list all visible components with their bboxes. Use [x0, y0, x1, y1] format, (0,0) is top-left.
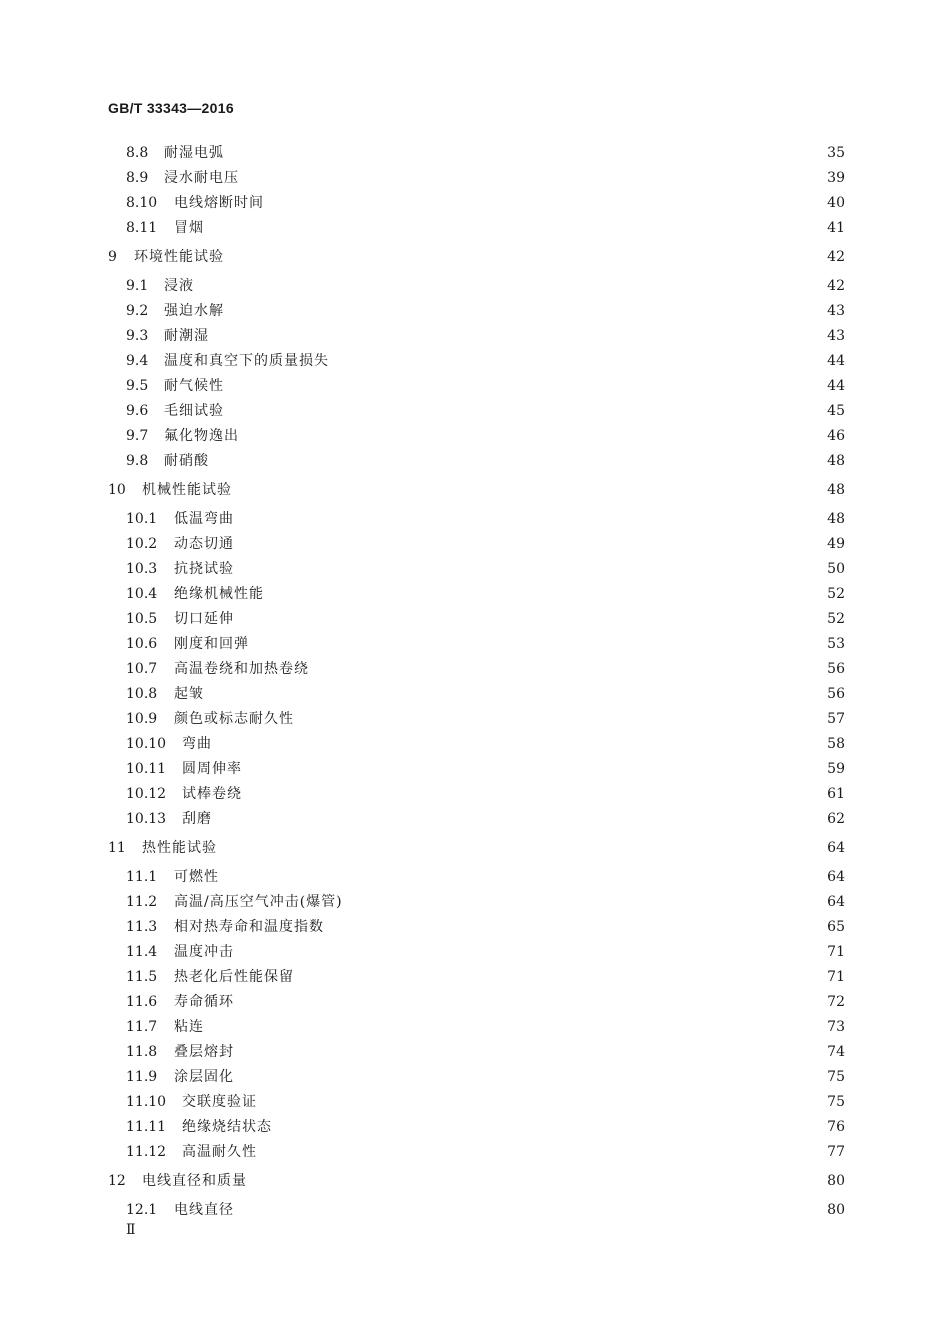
toc-leader-dots: [240, 609, 821, 629]
toc-entry-page: 59: [827, 761, 845, 777]
toc-entry-number: 9.2: [126, 303, 149, 319]
toc-entry-title: 绝缘机械性能: [174, 586, 264, 602]
toc-entry[interactable]: [126, 1200, 845, 1220]
toc-entry-page: 52: [827, 611, 845, 627]
toc-leader-dots: [245, 426, 821, 446]
toc-entry-page: 71: [827, 969, 845, 985]
toc-leader-dots: [263, 1092, 821, 1112]
toc-entry-page: 74: [827, 1044, 845, 1060]
toc-entry-title: 电线直径: [174, 1202, 234, 1218]
toc-entry-title: 电线熔断时间: [174, 195, 264, 211]
toc-entry-title: 可燃性: [174, 869, 219, 885]
toc-entry-number: 10: [108, 482, 126, 498]
toc-entry-number: 11.7: [126, 1019, 158, 1035]
toc-entry-title: 弯曲: [182, 736, 212, 752]
toc-entry-title: 热性能试验: [142, 840, 217, 856]
toc-entry-page: 75: [827, 1094, 845, 1110]
toc-entry[interactable]: [126, 1042, 845, 1062]
toc-leader-dots: [248, 759, 821, 779]
toc-entry[interactable]: [126, 168, 845, 188]
toc-entry[interactable]: [126, 659, 845, 679]
toc-leader-dots: [248, 784, 821, 804]
toc-entry-page: 40: [827, 195, 845, 211]
toc-leader-dots: [223, 838, 821, 858]
toc-leader-dots: [253, 1171, 821, 1191]
toc-entry-number: 11.3: [126, 919, 158, 935]
toc-entry-number: 12.1: [126, 1202, 158, 1218]
toc-leader-dots: [270, 193, 821, 213]
toc-entry-number: 10.4: [126, 586, 158, 602]
toc-entry[interactable]: [126, 892, 845, 912]
toc-entry-title: 氟化物逸出: [164, 428, 239, 444]
toc-leader-dots: [315, 659, 821, 679]
toc-entry-page: 48: [827, 453, 845, 469]
toc-entry-page: 76: [827, 1119, 845, 1135]
toc-entry-page: 64: [827, 869, 845, 885]
toc-entry[interactable]: [126, 917, 845, 937]
toc-leader-dots: [278, 1117, 821, 1137]
toc-entry-page: 64: [827, 894, 845, 910]
toc-leader-dots: [230, 301, 821, 321]
toc-entry-page: 42: [827, 249, 845, 265]
toc-entry-page: 61: [827, 786, 845, 802]
toc-entry-number: 9.6: [126, 403, 149, 419]
toc-entry-number: 11.8: [126, 1044, 158, 1060]
toc-entry-number: 10.3: [126, 561, 158, 577]
toc-entry-page: 56: [827, 661, 845, 677]
toc-entry[interactable]: [126, 276, 845, 296]
toc-entry-number: 11.11: [126, 1119, 167, 1135]
toc-entry-page: 43: [827, 328, 845, 344]
toc-entry[interactable]: [126, 193, 845, 213]
toc-leader-dots: [225, 867, 821, 887]
toc-entry-page: 49: [827, 536, 845, 552]
toc-entry-number: 11.4: [126, 944, 158, 960]
toc-leader-dots: [240, 1067, 821, 1087]
toc-entry-number: 9.3: [126, 328, 149, 344]
toc-entry-title: 刮磨: [182, 811, 212, 827]
toc-entry[interactable]: [108, 1171, 845, 1191]
toc-leader-dots: [218, 809, 821, 829]
toc-entry-page: 39: [827, 170, 845, 186]
toc-entry-number: 10.2: [126, 536, 158, 552]
toc-entry-title: 温度冲击: [174, 944, 234, 960]
toc-entry[interactable]: [126, 609, 845, 629]
toc-entry-number: 8.11: [126, 220, 158, 236]
toc-leader-dots: [230, 401, 821, 421]
toc-leader-dots: [230, 376, 821, 396]
toc-entry[interactable]: [126, 867, 845, 887]
toc-leader-dots: [210, 218, 821, 238]
toc-entry-title: 高温/高压空气冲击(爆管): [174, 894, 343, 910]
toc-leader-dots: [230, 247, 821, 267]
toc-entry-number: 10.10: [126, 736, 167, 752]
toc-entry-title: 浸液: [164, 278, 194, 294]
toc-entry-number: 9.8: [126, 453, 149, 469]
toc-entry-number: 11.5: [126, 969, 158, 985]
toc-entry-page: 41: [827, 220, 845, 236]
toc-entry-title: 耐潮湿: [164, 328, 209, 344]
toc-entry-number: 11.2: [126, 894, 158, 910]
toc-leader-dots: [240, 1042, 821, 1062]
toc-entry-title: 叠层熔封: [174, 1044, 234, 1060]
toc-entry-page: 56: [827, 686, 845, 702]
toc-entry-number: 9.1: [126, 278, 149, 294]
toc-entry-page: 72: [827, 994, 845, 1010]
toc-entry-title: 圆周伸率: [182, 761, 242, 777]
toc-entry-number: 10.9: [126, 711, 158, 727]
toc-entry[interactable]: [126, 301, 845, 321]
toc-entry[interactable]: [126, 559, 845, 579]
toc-entry-number: 10.8: [126, 686, 158, 702]
toc-entry-title: 强迫水解: [164, 303, 224, 319]
toc-entry-page: 71: [827, 944, 845, 960]
toc-entry[interactable]: [126, 143, 845, 163]
toc-entry-number: 11.1: [126, 869, 158, 885]
toc-entry-number: 12: [108, 1173, 126, 1189]
toc-entry-page: 57: [827, 711, 845, 727]
toc-entry-number: 11.10: [126, 1094, 167, 1110]
toc-leader-dots: [330, 917, 821, 937]
toc-entry[interactable]: [126, 376, 845, 396]
toc-entry-title: 交联度验证: [182, 1094, 257, 1110]
toc-entry-number: 9.7: [126, 428, 149, 444]
toc-entry-number: 10.6: [126, 636, 158, 652]
toc-entry-title: 电线直径和质量: [142, 1173, 247, 1189]
toc-entry-page: 58: [827, 736, 845, 752]
toc-entry[interactable]: [126, 942, 845, 962]
toc-entry-page: 75: [827, 1069, 845, 1085]
toc-entry-page: 48: [827, 511, 845, 527]
toc-entry-title: 粘连: [174, 1019, 204, 1035]
toc-leader-dots: [240, 1200, 821, 1220]
toc-entry[interactable]: [126, 809, 845, 829]
toc-leader-dots: [238, 480, 821, 500]
toc-entry[interactable]: [126, 734, 845, 754]
toc-entry-number: 8.8: [126, 145, 149, 161]
toc-entry-number: 10.5: [126, 611, 158, 627]
toc-entry[interactable]: [108, 838, 845, 858]
toc-entry[interactable]: [126, 451, 845, 471]
toc-entry[interactable]: [126, 967, 845, 987]
toc-entry-number: 11.12: [126, 1144, 167, 1160]
toc-entry-title: 试棒卷绕: [182, 786, 242, 802]
toc-entry[interactable]: [126, 759, 845, 779]
toc-entry-title: 涂层固化: [174, 1069, 234, 1085]
toc-entry[interactable]: [126, 684, 845, 704]
toc-entry[interactable]: [126, 1117, 845, 1137]
toc-entry-title: 冒烟: [174, 220, 204, 236]
toc-leader-dots: [245, 168, 821, 188]
toc-entry-title: 寿命循环: [174, 994, 234, 1010]
toc-entry[interactable]: [126, 709, 845, 729]
toc-leader-dots: [300, 967, 821, 987]
toc-leader-dots: [240, 559, 821, 579]
toc-leader-dots: [218, 734, 821, 754]
toc-entry[interactable]: [126, 426, 845, 446]
toc-entry-title: 绝缘烧结状态: [182, 1119, 272, 1135]
toc-entry-number: 8.10: [126, 195, 158, 211]
toc-entry-number: 10.12: [126, 786, 167, 802]
toc-leader-dots: [349, 892, 821, 912]
toc-entry-page: 48: [827, 482, 845, 498]
toc-entry-number: 10.7: [126, 661, 158, 677]
toc-leader-dots: [200, 276, 821, 296]
toc-entry-title: 耐硝酸: [164, 453, 209, 469]
toc-leader-dots: [210, 1017, 821, 1037]
toc-entry-number: 11.9: [126, 1069, 158, 1085]
toc-entry-title: 耐湿电弧: [164, 145, 224, 161]
toc-entry-page: 35: [827, 145, 845, 161]
toc-entry-page: 46: [827, 428, 845, 444]
toc-entry-title: 相对热寿命和温度指数: [174, 919, 324, 935]
toc-entry-page: 73: [827, 1019, 845, 1035]
toc-entry[interactable]: [108, 247, 845, 267]
toc-entry-title: 低温弯曲: [174, 511, 234, 527]
toc-entry-page: 44: [827, 353, 845, 369]
toc-entry-title: 机械性能试验: [142, 482, 232, 498]
toc-leader-dots: [230, 143, 821, 163]
toc-leader-dots: [240, 534, 821, 554]
toc-leader-dots: [270, 584, 821, 604]
toc-entry-number: 8.9: [126, 170, 149, 186]
toc-entry-number: 9.4: [126, 353, 149, 369]
toc-entry[interactable]: [126, 1067, 845, 1087]
toc-entry-title: 耐气候性: [164, 378, 224, 394]
toc-entry[interactable]: [126, 784, 845, 804]
toc-entry[interactable]: [126, 326, 845, 346]
toc-leader-dots: [215, 451, 821, 471]
toc-entry[interactable]: [126, 1142, 845, 1162]
toc-entry-title: 颜色或标志耐久性: [174, 711, 294, 727]
toc-entry[interactable]: [126, 218, 845, 238]
toc-entry-page: 80: [827, 1202, 845, 1218]
toc-entry-page: 53: [827, 636, 845, 652]
toc-entry-title: 抗挠试验: [174, 561, 234, 577]
toc-entry-number: 11.6: [126, 994, 158, 1010]
toc-leader-dots: [240, 942, 821, 962]
toc-entry[interactable]: [126, 509, 845, 529]
toc-entry-number: 10.11: [126, 761, 167, 777]
toc-entry-title: 环境性能试验: [134, 249, 224, 265]
toc-entry-title: 毛细试验: [164, 403, 224, 419]
standard-number-header: GB/T 33343—2016: [108, 100, 234, 116]
toc-entry-title: 高温卷绕和加热卷绕: [174, 661, 309, 677]
toc-entry-number: 9.5: [126, 378, 149, 394]
toc-entry-page: 43: [827, 303, 845, 319]
toc-entry-number: 10.1: [126, 511, 158, 527]
toc-entry[interactable]: [126, 351, 845, 371]
page-number-footer: Ⅱ: [126, 1222, 135, 1238]
toc-entry-number: 9: [108, 249, 117, 265]
toc-leader-dots: [300, 709, 821, 729]
toc-entry-title: 起皱: [174, 686, 204, 702]
toc-entry-page: 65: [827, 919, 845, 935]
toc-entry-page: 77: [827, 1144, 845, 1160]
toc-entry-title: 高温耐久性: [182, 1144, 257, 1160]
toc-entry-page: 80: [827, 1173, 845, 1189]
toc-entry-title: 动态切通: [174, 536, 234, 552]
toc-entry[interactable]: [126, 401, 845, 421]
toc-entry-page: 45: [827, 403, 845, 419]
toc-leader-dots: [335, 351, 821, 371]
toc-leader-dots: [210, 684, 821, 704]
toc-entry-page: 44: [827, 378, 845, 394]
toc-leader-dots: [255, 634, 821, 654]
toc-entry-page: 52: [827, 586, 845, 602]
toc-leader-dots: [263, 1142, 821, 1162]
toc-leader-dots: [240, 992, 821, 1012]
toc-entry[interactable]: [126, 634, 845, 654]
toc-leader-dots: [240, 509, 821, 529]
toc-entry[interactable]: [126, 584, 845, 604]
toc-entry-title: 热老化后性能保留: [174, 969, 294, 985]
toc-entry-title: 浸水耐电压: [164, 170, 239, 186]
toc-leader-dots: [215, 326, 821, 346]
toc-entry[interactable]: [126, 534, 845, 554]
toc-entry[interactable]: [108, 480, 845, 500]
toc-entry-page: 64: [827, 840, 845, 856]
toc-entry[interactable]: [126, 1092, 845, 1112]
toc-entry-page: 42: [827, 278, 845, 294]
toc-entry-number: 10.13: [126, 811, 167, 827]
toc-entry-title: 刚度和回弹: [174, 636, 249, 652]
toc-entry[interactable]: [126, 1017, 845, 1037]
toc-entry-title: 温度和真空下的质量损失: [164, 353, 329, 369]
toc-entry-number: 11: [108, 840, 126, 856]
toc-entry-page: 50: [827, 561, 845, 577]
toc-entry-page: 62: [827, 811, 845, 827]
toc-entry-title: 切口延伸: [174, 611, 234, 627]
toc-entry[interactable]: [126, 992, 845, 1012]
